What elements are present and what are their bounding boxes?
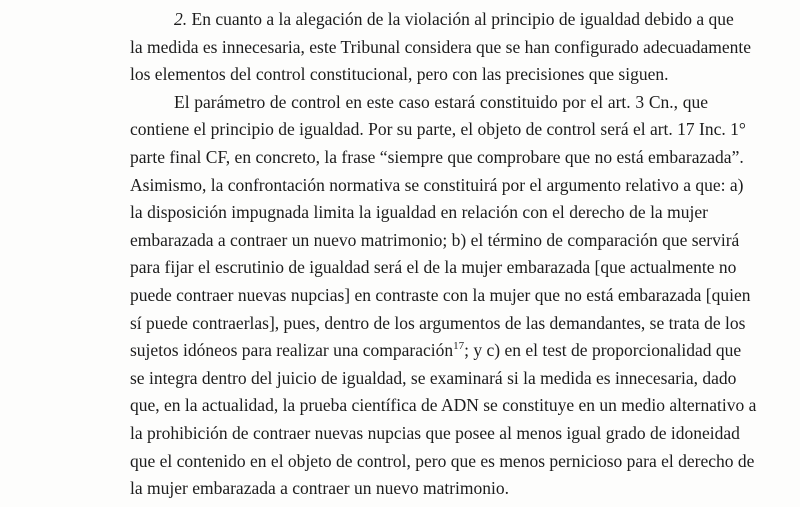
footnote-line-after: ; y c) en el test de proporcionalidad que bbox=[464, 340, 742, 361]
paragraph-1-line-1 bbox=[174, 8, 734, 30]
paragraph-2-line-4: Asimismo, la confrontación normativa se constituirá por el argumento relativo a que: a) bbox=[130, 174, 744, 195]
paragraph-2-line-6: embarazada a contraer un nuevo matrimonio; b) el término de comparación que servirá bbox=[130, 229, 740, 250]
footnote-line-before: sujetos idóneos para realizar una comparación bbox=[130, 340, 454, 361]
paragraph-2-line-2: contiene el principio de igualdad. Por su parte, el objeto de control será el art. 17 Inc. 1° bbox=[130, 119, 746, 140]
paragraph-2-line-9: sí puede contraerlas], pues, dentro de los argumentos de las demandantes, se trata de los bbox=[130, 312, 746, 333]
paragraph-2-line-15: la mujer embarazada a contraer un nuevo matrimonio. bbox=[130, 478, 510, 499]
paragraph-2-line-11: se integra dentro del juicio de igualdad, se examinará si la medida es innecesaria, dado bbox=[130, 367, 737, 388]
paragraph-2-line-3: parte final CF, en concreto, la frase “siempre que comprobare que no está embarazada”. bbox=[130, 147, 744, 167]
paragraph-2-line-5: la disposición impugnada limita la igualdad en relación con el derecho de la mujer bbox=[130, 202, 708, 223]
paragraph-2-line-10 bbox=[130, 339, 742, 361]
paragraph-number: 2. bbox=[174, 9, 188, 29]
paragraph-2-line-7: para fijar el escrutinio de igualdad será el de la mujer embarazada [que actualmente no bbox=[130, 257, 737, 278]
paragraph-2-line-8: puede contraer nuevas nupcias] en contraste con la mujer que no está embarazada [quien bbox=[130, 285, 751, 305]
paragraph-2-line-13: la prohibición de contraer nuevas nupcias que posee al menos igual grado de idoneidad bbox=[130, 423, 740, 443]
paragraph-1-line-2: la medida es innecesaria, este Tribunal considera que se han configurado adecuadamente bbox=[130, 36, 752, 57]
paragraph-1-line-3: los elementos del control constitucional, pero con las precisiones que siguen. bbox=[130, 64, 669, 85]
paragraph-2-line-12: que, en la actualidad, la prueba científica de ADN se constituye en un medio alternativo a bbox=[130, 395, 757, 416]
footnote-reference[interactable]: 17 bbox=[453, 340, 465, 353]
paragraph-2-line-1: El parámetro de control en este caso estará constituido por el art. 3 Cn., que bbox=[174, 91, 708, 112]
paragraph-2-line-14: que el contenido en el objeto de control, pero que es menos pernicioso para el derecho de bbox=[130, 450, 755, 471]
paragraph-text: En cuanto a la alegación de la violación al principio de igualdad debido a que bbox=[191, 9, 734, 29]
